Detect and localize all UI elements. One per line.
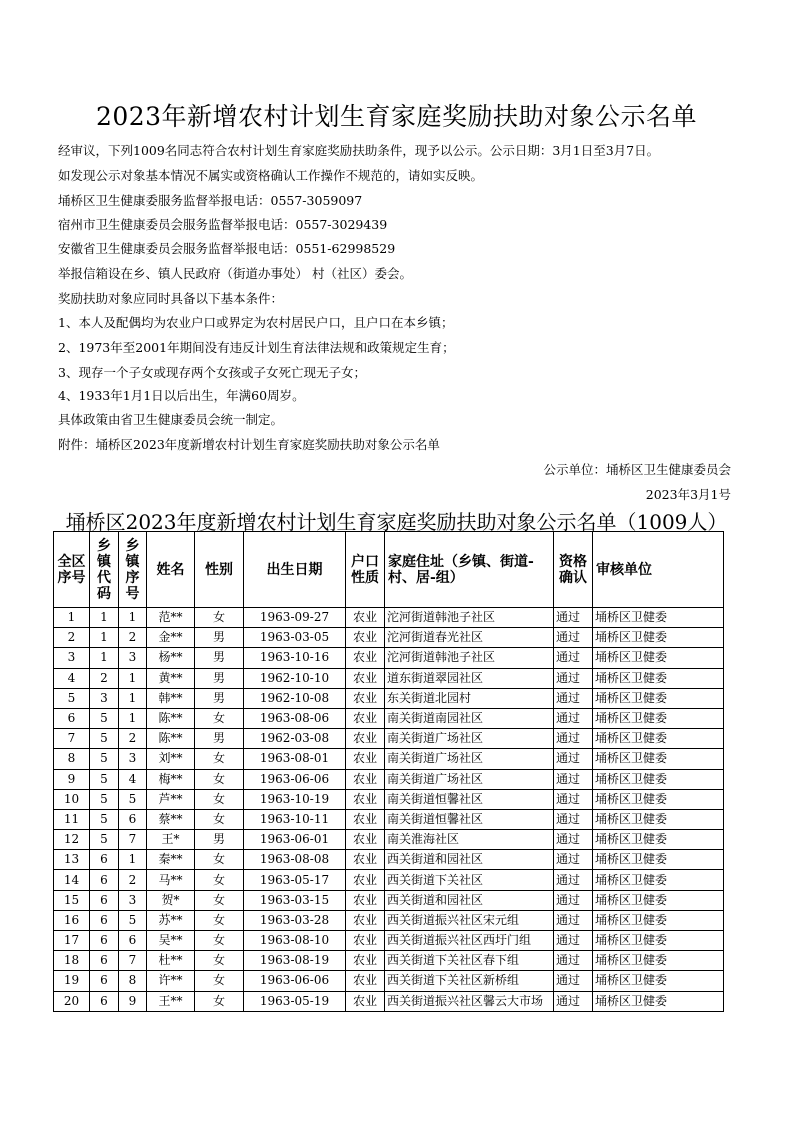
table-cell: 农业 (346, 688, 385, 708)
publish-date: 2023年3月1号 (645, 487, 731, 502)
table-cell: 1963-05-17 (244, 870, 346, 890)
table-cell: 6 (90, 991, 119, 1011)
table-cell: 通过 (554, 991, 593, 1011)
notice-line: 埇桥区卫生健康委服务监督举报电话：0557-3059097 (58, 193, 363, 208)
table-cell: 通过 (554, 608, 593, 628)
table-cell: 1963-03-28 (244, 910, 346, 930)
table-cell: 女 (195, 870, 244, 890)
table-cell: 陈** (147, 729, 195, 749)
table-cell: 5 (90, 769, 119, 789)
table-cell: 4 (119, 769, 147, 789)
table-cell: 埇桥区卫健委 (593, 971, 724, 991)
table-cell: 农业 (346, 769, 385, 789)
table-cell: 6 (90, 971, 119, 991)
table-cell: 男 (195, 688, 244, 708)
table-cell: 埇桥区卫健委 (593, 809, 724, 829)
table-cell: 1963-06-01 (244, 830, 346, 850)
table-cell: 6 (90, 870, 119, 890)
table-cell: 范** (147, 608, 195, 628)
table-cell: 1963-03-15 (244, 890, 346, 910)
table-cell: 19 (54, 971, 90, 991)
table-cell: 杜** (147, 951, 195, 971)
table-cell: 南关街道广场社区 (385, 769, 554, 789)
table-cell: 1 (119, 668, 147, 688)
table-cell: 农业 (346, 809, 385, 829)
column-header: 姓名 (147, 532, 195, 608)
table-cell: 6 (90, 910, 119, 930)
table-cell: 农业 (346, 931, 385, 951)
table-cell: 6 (90, 931, 119, 951)
column-header: 全区 序号 (54, 532, 90, 608)
table-cell: 农业 (346, 648, 385, 668)
table-cell: 通过 (554, 850, 593, 870)
table-cell: 5 (90, 830, 119, 850)
table-cell: 埇桥区卫健委 (593, 870, 724, 890)
table-cell: 通过 (554, 910, 593, 930)
table-cell: 1963-03-05 (244, 628, 346, 648)
table-cell: 1962-10-08 (244, 688, 346, 708)
table-cell: 女 (195, 608, 244, 628)
table-cell: 农业 (346, 910, 385, 930)
table-cell: 8 (54, 749, 90, 769)
table-cell: 南关街道南园社区 (385, 708, 554, 728)
table-cell: 秦** (147, 850, 195, 870)
table-cell: 男 (195, 648, 244, 668)
table-cell: 1 (54, 608, 90, 628)
table-cell: 1 (119, 688, 147, 708)
column-header: 乡 镇 序 号 (119, 532, 147, 608)
table-cell: 埇桥区卫健委 (593, 951, 724, 971)
table-cell: 西关街道下关社区新桥组 (385, 971, 554, 991)
table-cell: 2 (90, 668, 119, 688)
table-cell: 芦** (147, 789, 195, 809)
table-cell: 12 (54, 830, 90, 850)
table-cell: 女 (195, 769, 244, 789)
table-cell: 2 (54, 628, 90, 648)
table-cell: 1963-08-19 (244, 951, 346, 971)
table-header-row (54, 532, 724, 608)
table-cell: 埇桥区卫健委 (593, 608, 724, 628)
notice-line: 奖励扶助对象应同时具备以下基本条件： (58, 291, 284, 306)
column-header: 出生日期 (244, 532, 346, 608)
table-cell: 西关街道下关社区 (385, 870, 554, 890)
table-cell: 5 (119, 789, 147, 809)
table-cell: 埇桥区卫健委 (593, 729, 724, 749)
table-cell: 通过 (554, 931, 593, 951)
table-cell: 农业 (346, 789, 385, 809)
table-cell: 通过 (554, 749, 593, 769)
table-cell: 黄** (147, 668, 195, 688)
table-row (54, 951, 724, 971)
table-row (54, 648, 724, 668)
notice-line: 举报信箱设在乡、镇人民政府（街道办事处） 村（社区）委会。 (58, 266, 412, 281)
table-cell: 1963-06-06 (244, 769, 346, 789)
table-cell: 南关街道广场社区 (385, 749, 554, 769)
table-cell: 韩** (147, 688, 195, 708)
table-row (54, 769, 724, 789)
table-cell: 埇桥区卫健委 (593, 648, 724, 668)
table-row (54, 991, 724, 1011)
table-cell: 女 (195, 850, 244, 870)
table-row (54, 729, 724, 749)
table-cell: 6 (119, 931, 147, 951)
table-cell: 通过 (554, 769, 593, 789)
table-cell: 通过 (554, 688, 593, 708)
table-cell: 1962-10-10 (244, 668, 346, 688)
table-cell: 埇桥区卫健委 (593, 688, 724, 708)
table-cell: 通过 (554, 870, 593, 890)
table-cell: 梅** (147, 769, 195, 789)
table-cell: 女 (195, 931, 244, 951)
table-cell: 1963-08-06 (244, 708, 346, 728)
table-cell: 5 (90, 729, 119, 749)
table-cell: 通过 (554, 708, 593, 728)
notice-line: 1、本人及配偶均为农业户口或界定为农村居民户口，且户口在本乡镇； (58, 315, 454, 330)
table-cell: 8 (119, 971, 147, 991)
table-cell: 5 (90, 749, 119, 769)
table-cell: 9 (119, 991, 147, 1011)
notice-line: 如发现公示对象基本情况不属实或资格确认工作操作不规范的，请如实反映。 (58, 168, 484, 183)
table-cell: 埇桥区卫健委 (593, 749, 724, 769)
table-cell: 西关街道和园社区 (385, 890, 554, 910)
table-cell: 南关街道恒馨社区 (385, 809, 554, 829)
table-row (54, 971, 724, 991)
table-cell: 2 (119, 729, 147, 749)
table-cell: 通过 (554, 830, 593, 850)
table-cell: 陈** (147, 708, 195, 728)
table-cell: 女 (195, 789, 244, 809)
table-cell: 11 (54, 809, 90, 829)
table-cell: 女 (195, 971, 244, 991)
table-cell: 女 (195, 910, 244, 930)
table-row (54, 850, 724, 870)
table-cell: 女 (195, 809, 244, 829)
page-title: 2023年新增农村计划生育家庭奖励扶助对象公示名单 (95, 102, 698, 131)
column-header: 家庭住址（乡镇、街道- 村、居-组） (385, 532, 554, 608)
table-cell: 王** (147, 991, 195, 1011)
table-cell: 西关街道振兴社区宋元组 (385, 910, 554, 930)
table-cell: 西关街道下关社区春下组 (385, 951, 554, 971)
table-cell: 贺* (147, 890, 195, 910)
table-cell: 1 (119, 608, 147, 628)
table-cell: 西关街道振兴社区馨云大市场 (385, 991, 554, 1011)
table-cell: 通过 (554, 668, 593, 688)
notice-line: 3、现存一个子女或现存两个女孩或子女死亡现无子女； (58, 365, 366, 380)
table-cell: 1 (119, 708, 147, 728)
table-cell: 通过 (554, 628, 593, 648)
column-header: 性别 (195, 532, 244, 608)
table-cell: 3 (54, 648, 90, 668)
list-title: 埇桥区2023年度新增农村计划生育家庭奖励扶助对象公示名单（1009人） (65, 510, 728, 534)
table-cell: 7 (119, 830, 147, 850)
table-cell: 3 (119, 749, 147, 769)
publisher: 公示单位：埇桥区卫生健康委员会 (543, 462, 731, 477)
table-cell: 1963-08-10 (244, 931, 346, 951)
table-cell: 农业 (346, 951, 385, 971)
table-cell: 20 (54, 991, 90, 1011)
table-cell: 3 (90, 688, 119, 708)
table-cell: 女 (195, 749, 244, 769)
table-cell: 埇桥区卫健委 (593, 628, 724, 648)
table-cell: 马** (147, 870, 195, 890)
table-cell: 男 (195, 830, 244, 850)
table-cell: 4 (54, 668, 90, 688)
table-cell: 农业 (346, 628, 385, 648)
table-cell: 6 (119, 809, 147, 829)
table-cell: 埇桥区卫健委 (593, 931, 724, 951)
table-cell: 埇桥区卫健委 (593, 910, 724, 930)
table-cell: 2 (119, 870, 147, 890)
table-cell: 9 (54, 769, 90, 789)
table-cell: 7 (54, 729, 90, 749)
column-header: 户口 性质 (346, 532, 385, 608)
table-cell: 5 (90, 708, 119, 728)
table-cell: 农业 (346, 729, 385, 749)
table-cell: 通过 (554, 729, 593, 749)
notice-line: 宿州市卫生健康委员会服务监督举报电话：0557-3029439 (58, 217, 388, 232)
table-cell: 通过 (554, 789, 593, 809)
table-cell: 男 (195, 668, 244, 688)
table-row (54, 910, 724, 930)
table-cell: 通过 (554, 648, 593, 668)
table-cell: 女 (195, 890, 244, 910)
table-row (54, 668, 724, 688)
table-cell: 南关街道广场社区 (385, 729, 554, 749)
table-cell: 吴** (147, 931, 195, 951)
table-cell: 王* (147, 830, 195, 850)
table-cell: 3 (119, 890, 147, 910)
table-cell: 10 (54, 789, 90, 809)
table-cell: 苏** (147, 910, 195, 930)
notice-line: 2、1973年至2001年期间没有违反计划生育法律法规和政策规定生育； (58, 340, 455, 355)
table-cell: 5 (90, 809, 119, 829)
table-cell: 6 (90, 951, 119, 971)
table-cell: 15 (54, 890, 90, 910)
table-cell: 14 (54, 870, 90, 890)
table-cell: 1 (90, 648, 119, 668)
table-row (54, 708, 724, 728)
notice-line: 4、1933年1月1日以后出生，年满60周岁。 (58, 388, 305, 403)
table-cell: 埇桥区卫健委 (593, 830, 724, 850)
table-cell: 6 (90, 850, 119, 870)
table-cell: 1963-08-08 (244, 850, 346, 870)
table-cell: 1962-03-08 (244, 729, 346, 749)
table-cell: 18 (54, 951, 90, 971)
table-cell: 通过 (554, 951, 593, 971)
table-row (54, 830, 724, 850)
table-cell: 1963-10-16 (244, 648, 346, 668)
table-cell: 许** (147, 971, 195, 991)
table-row (54, 749, 724, 769)
table-cell: 埇桥区卫健委 (593, 789, 724, 809)
column-header: 乡 镇 代 码 (90, 532, 119, 608)
table-cell: 农业 (346, 991, 385, 1011)
notice-line: 经审议，下列1009名同志符合农村计划生育家庭奖励扶助条件，现予以公示。公示日期：3月1日至3月7日。 (58, 143, 660, 158)
table-cell: 6 (54, 708, 90, 728)
table-cell: 农业 (346, 870, 385, 890)
table-cell: 金** (147, 628, 195, 648)
table-cell: 农业 (346, 608, 385, 628)
table-cell: 1 (90, 608, 119, 628)
table-cell: 5 (90, 789, 119, 809)
table-cell: 女 (195, 951, 244, 971)
table-cell: 1963-10-19 (244, 789, 346, 809)
table-cell: 6 (90, 890, 119, 910)
table-cell: 1 (119, 850, 147, 870)
table-row (54, 688, 724, 708)
table-cell: 埇桥区卫健委 (593, 890, 724, 910)
table-cell: 沱河街道春光社区 (385, 628, 554, 648)
table-cell: 1963-05-19 (244, 991, 346, 1011)
table-row (54, 789, 724, 809)
table-cell: 1963-08-01 (244, 749, 346, 769)
table-row (54, 628, 724, 648)
table-cell: 女 (195, 708, 244, 728)
table-cell: 蔡** (147, 809, 195, 829)
table-cell: 1963-09-27 (244, 608, 346, 628)
table-cell: 南关街道恒馨社区 (385, 789, 554, 809)
table-cell: 农业 (346, 708, 385, 728)
table-cell: 5 (119, 910, 147, 930)
table-cell: 南关淮海社区 (385, 830, 554, 850)
table-cell: 1963-10-11 (244, 809, 346, 829)
table-row (54, 890, 724, 910)
table-cell: 杨** (147, 648, 195, 668)
table-cell: 2 (119, 628, 147, 648)
table-cell: 1963-06-06 (244, 971, 346, 991)
table-cell: 16 (54, 910, 90, 930)
table-row (54, 931, 724, 951)
table-cell: 东关街道北园村 (385, 688, 554, 708)
table-cell: 沱河街道韩池子社区 (385, 648, 554, 668)
table-cell: 13 (54, 850, 90, 870)
table-cell: 农业 (346, 830, 385, 850)
table-cell: 埇桥区卫健委 (593, 850, 724, 870)
table-cell: 埇桥区卫健委 (593, 769, 724, 789)
table-cell: 5 (54, 688, 90, 708)
table-cell: 通过 (554, 971, 593, 991)
table-cell: 通过 (554, 890, 593, 910)
table-cell: 西关街道振兴社区西圩门组 (385, 931, 554, 951)
beneficiary-table (53, 531, 724, 1012)
column-header: 审核单位 (593, 532, 724, 608)
table-cell: 3 (119, 648, 147, 668)
table-cell: 农业 (346, 668, 385, 688)
table-cell: 西关街道和园社区 (385, 850, 554, 870)
table-cell: 7 (119, 951, 147, 971)
table-cell: 1 (90, 628, 119, 648)
table-row (54, 870, 724, 890)
table-cell: 男 (195, 628, 244, 648)
table-cell: 通过 (554, 809, 593, 829)
notice-line: 附件：埇桥区2023年度新增农村计划生育家庭奖励扶助对象公示名单 (58, 437, 440, 452)
table-row (54, 608, 724, 628)
table-cell: 男 (195, 729, 244, 749)
table-cell: 道东街道翠园社区 (385, 668, 554, 688)
notice-line: 安徽省卫生健康委员会服务监督举报电话：0551-62998529 (58, 241, 396, 256)
column-header: 资格 确认 (554, 532, 593, 608)
table-cell: 埇桥区卫健委 (593, 991, 724, 1011)
table-cell: 农业 (346, 850, 385, 870)
table-cell: 埇桥区卫健委 (593, 668, 724, 688)
table-cell: 农业 (346, 749, 385, 769)
table-cell: 沱河街道韩池子社区 (385, 608, 554, 628)
table-cell: 刘** (147, 749, 195, 769)
table-cell: 女 (195, 991, 244, 1011)
table-cell: 17 (54, 931, 90, 951)
table-row (54, 809, 724, 829)
table-cell: 农业 (346, 971, 385, 991)
table-cell: 埇桥区卫健委 (593, 708, 724, 728)
table-cell: 农业 (346, 890, 385, 910)
notice-line: 具体政策由省卫生健康委员会统一制定。 (58, 412, 284, 427)
